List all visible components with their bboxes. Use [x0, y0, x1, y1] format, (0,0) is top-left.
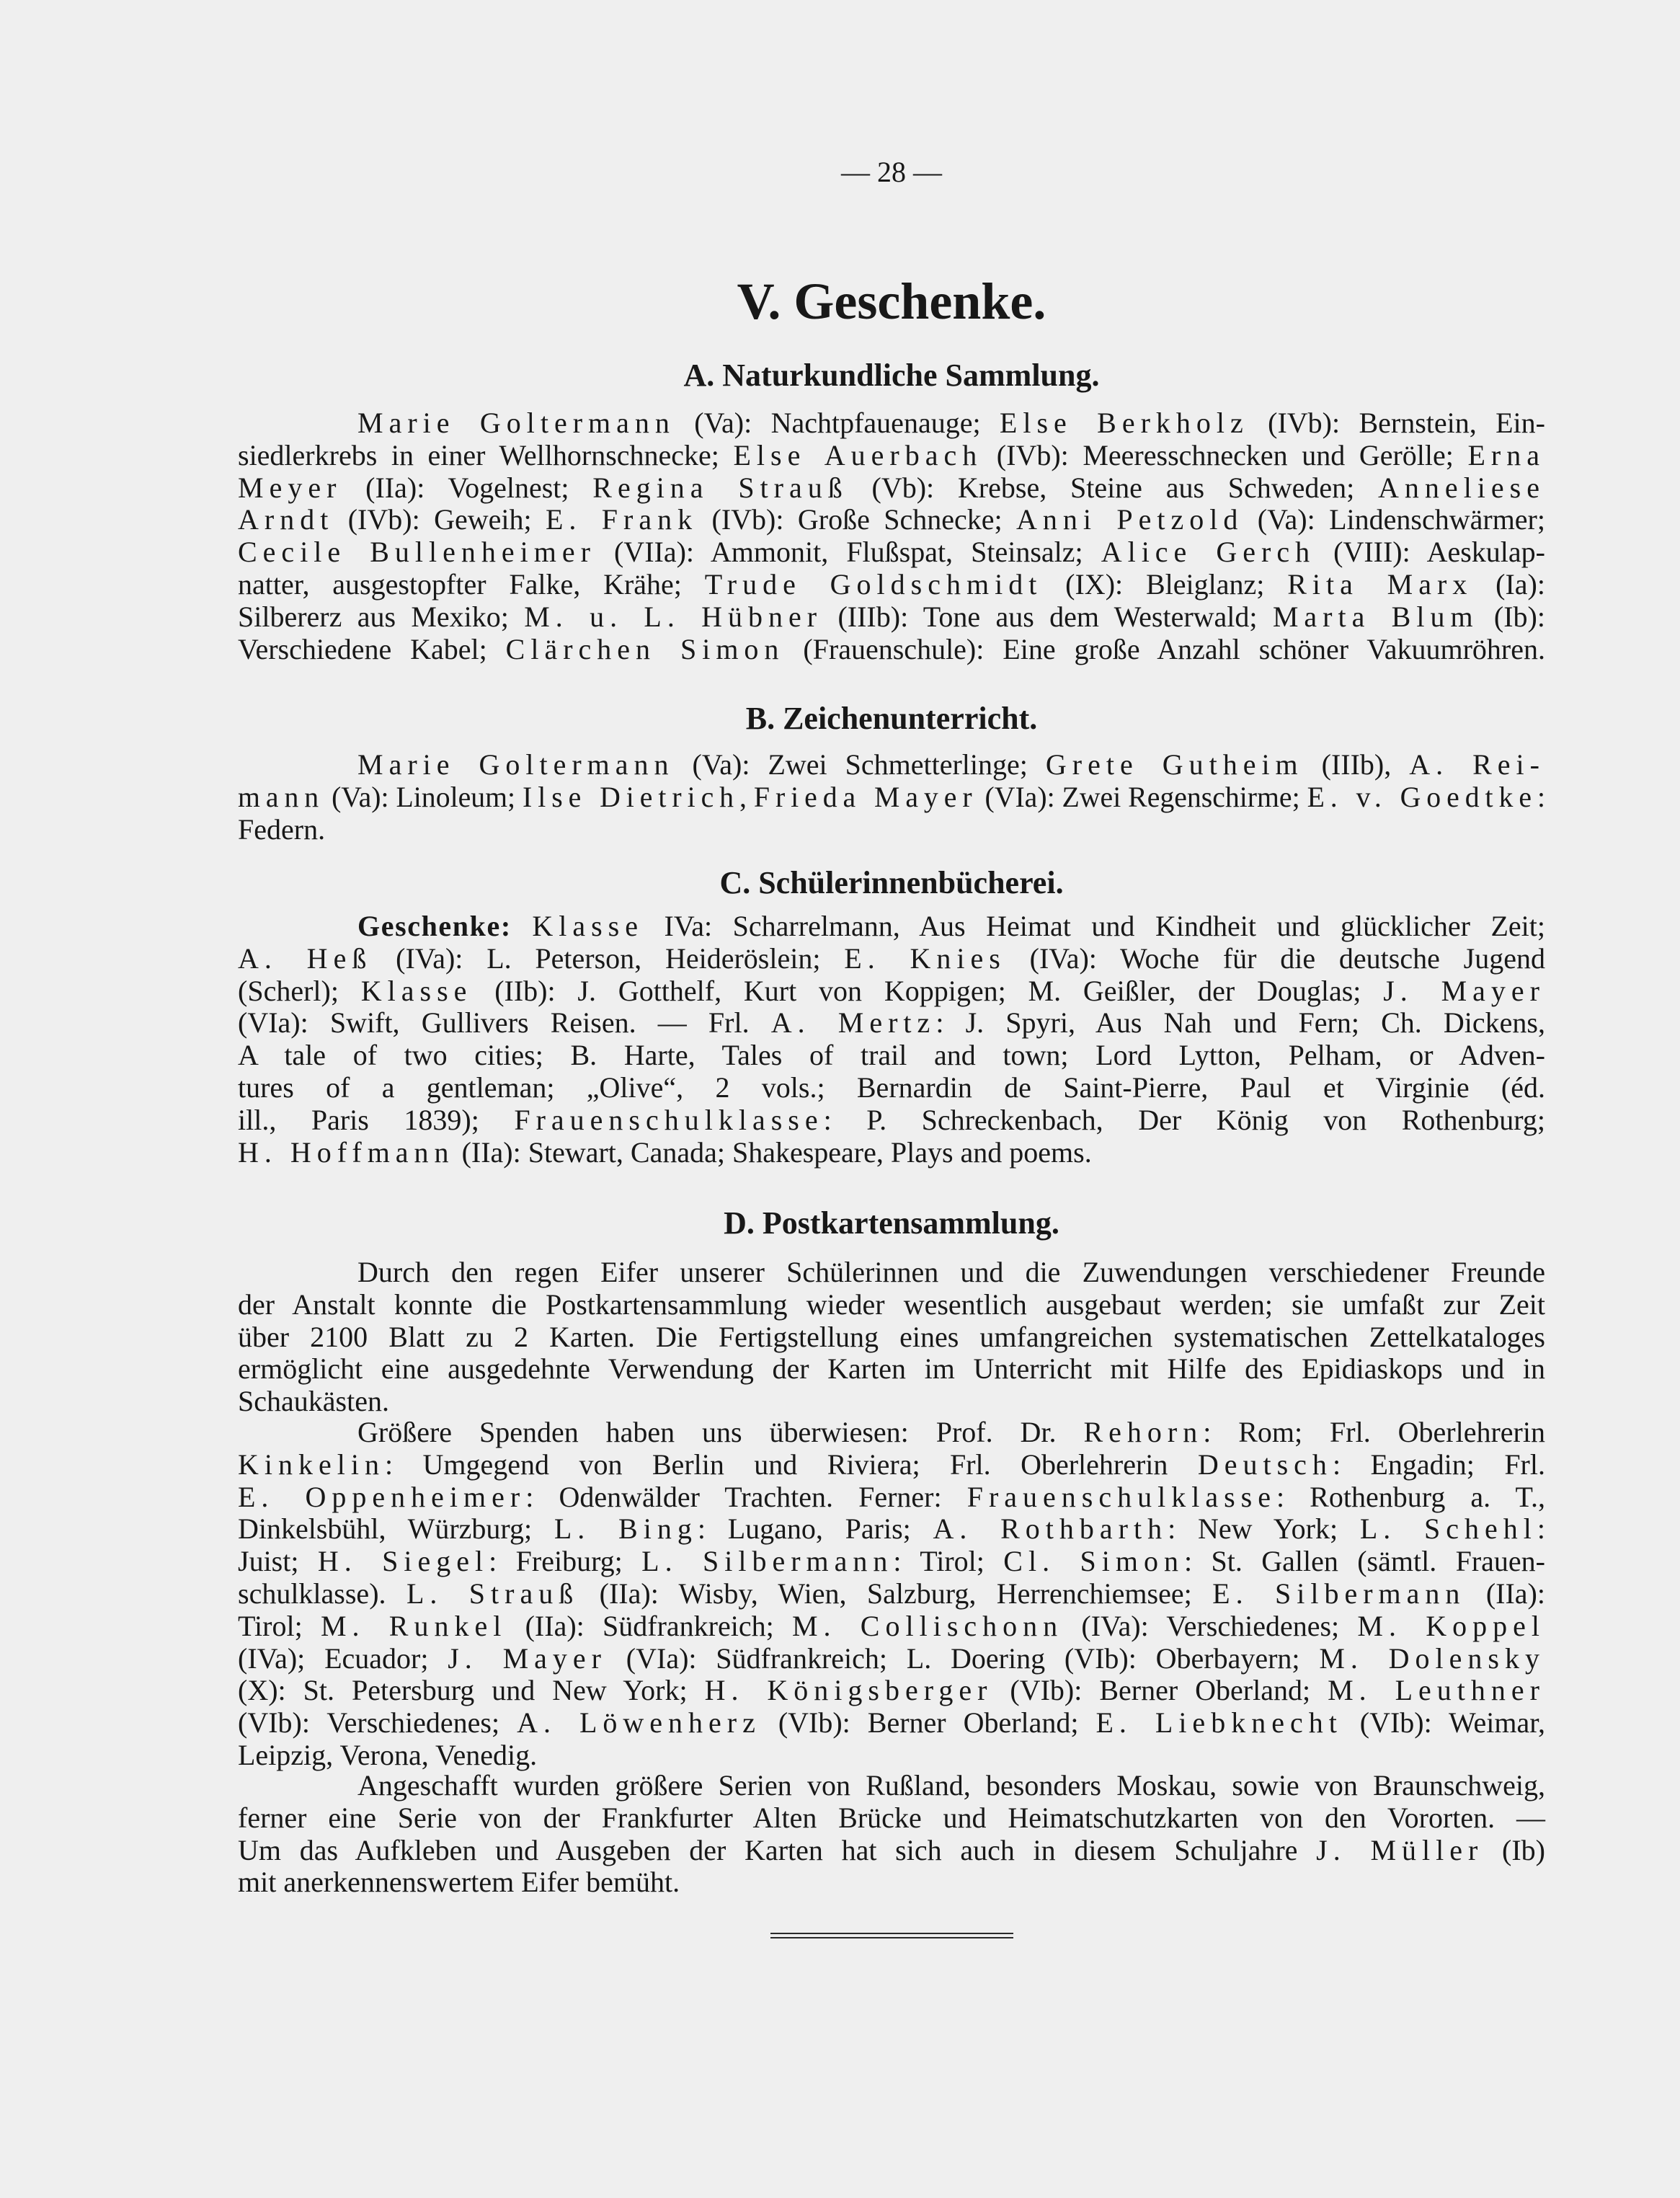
spaced-text: Marie Goltermann — [357, 748, 675, 781]
spaced-text: Else Berkholz — [999, 407, 1249, 439]
text-run: : Tirol; — [893, 1545, 1004, 1578]
spaced-text: A. Löwenherz — [517, 1706, 761, 1740]
spaced-text: Marie Goltermann — [357, 407, 675, 439]
spaced-text: Cl. Simon — [1003, 1545, 1184, 1578]
text-run: (VIb): Verschiedenes; — [238, 1706, 517, 1740]
line-content — [357, 1257, 1545, 1289]
line-content — [357, 407, 1545, 440]
spaced-text: E. Knies — [844, 941, 1006, 975]
spaced-text: Deutsch — [1197, 1448, 1333, 1481]
spaced-text: Klasse — [532, 910, 644, 942]
spaced-text: Marta Blum — [1272, 600, 1479, 633]
text-run: (IVb): Geweih; — [334, 503, 546, 536]
text-run: mit anerkennenswertem Eifer bemüht. — [238, 1866, 680, 1899]
line-content — [238, 504, 1545, 536]
line-content — [238, 1040, 1545, 1072]
spaced-text: M. Runkel — [320, 1609, 507, 1642]
text-run: (VIII): Aeskulap- — [1315, 536, 1545, 569]
text-run: der Anstalt konnte die Postkartensammlung wieder wesentlich ausgebaut werden; sie umfaßt zur Zeit — [238, 1288, 1545, 1321]
text-line — [357, 407, 1545, 440]
spaced-text: Erna — [1467, 438, 1545, 471]
text-run: : Lugano, Paris; — [697, 1512, 933, 1546]
text-run: (IIa): Südfrankreich; — [507, 1609, 792, 1642]
spaced-text: M. Dolensky — [1319, 1641, 1545, 1675]
text-run: (IIa): Wisby, Wien, Salzburg, Herrenchiemsee; — [579, 1577, 1213, 1610]
closing-rule — [770, 1933, 1013, 1934]
text-line — [238, 601, 1545, 634]
text-run: (IX): Bleiglanz; — [1042, 567, 1288, 601]
text-run: , — [739, 780, 754, 813]
line-content — [238, 1707, 1545, 1740]
spaced-text: Trude Goldschmidt — [704, 567, 1043, 601]
spaced-text: A. Mertz — [770, 1006, 936, 1040]
spaced-text: E. Liebknecht — [1095, 1706, 1343, 1740]
text-line — [357, 1257, 1545, 1289]
text-run: : P. Schreckenbach, Der König von Rothenburg; — [823, 1103, 1545, 1136]
text-run — [512, 910, 533, 942]
line-content — [238, 1353, 1545, 1386]
text-run: : Engadin; Frl. — [1332, 1448, 1545, 1481]
text-line — [238, 1513, 1545, 1546]
spaced-text: L. Silbermann — [641, 1545, 894, 1578]
spaced-text: mann — [238, 780, 325, 813]
spaced-text: Anneliese — [1378, 471, 1545, 504]
text-run: (Frauenschule): Eine große Anzahl schöner Vakuumröhren. — [784, 632, 1545, 665]
spaced-text: Kinkelin — [238, 1448, 385, 1481]
line-content — [238, 1137, 1092, 1169]
spaced-text: L. Bing — [554, 1512, 698, 1546]
spaced-text: Rehorn — [1083, 1416, 1204, 1448]
line-content — [238, 1386, 389, 1418]
text-line — [357, 910, 1545, 943]
line-content — [238, 1289, 1545, 1321]
text-line — [238, 1040, 1545, 1072]
line-content — [238, 569, 1545, 601]
text-run: (VIb): Berner Oberland; — [760, 1706, 1096, 1740]
text-run: (VIb): Berner Oberland; — [992, 1674, 1328, 1707]
line-content — [238, 1546, 1545, 1578]
text-run: Leipzig, Verona, Venedig. — [238, 1738, 538, 1771]
text-run: (IIb): J. Gotthelf, Kurt von Koppigen; M. Geißler, der Douglas; — [472, 974, 1384, 1007]
paragraph-naturkundliche-sammlung — [238, 407, 1545, 665]
text-run: natter, ausgestopfter Falke, Krähe; — [238, 567, 705, 601]
spaced-text: Ilse Dietrich — [523, 780, 740, 813]
line-content — [238, 1610, 1545, 1643]
text-run: (VIa): Swift, Gullivers Reisen. — Frl. — [238, 1006, 771, 1040]
line-content — [238, 1513, 1545, 1546]
text-run: (IVa): Woche für die deutsche Jugend — [1005, 941, 1545, 975]
text-run: (IVa): Verschiedenes; — [1063, 1609, 1358, 1642]
text-run: (Ia): — [1472, 567, 1545, 601]
text-line — [238, 634, 1545, 666]
paragraph-schuelerinnenbuecherei — [238, 910, 1545, 1169]
text-run: Durch den regen Eifer unserer Schülerinnen und die Zuwendungen verschiedener Freunde — [357, 1256, 1545, 1288]
text-run: (VIIa): Ammonit, Flußspat, Steinsalz; — [595, 536, 1101, 569]
spaced-text: Rita Marx — [1287, 567, 1473, 601]
line-content — [238, 1802, 1545, 1835]
text-line — [238, 1866, 1545, 1899]
text-line — [238, 1481, 1545, 1514]
paragraph-postkarten-spenden — [238, 1417, 1545, 1772]
spaced-text: E. Silbermann — [1212, 1577, 1466, 1610]
text-run: (IVa): L. Peterson, Heideröslein; — [372, 941, 845, 975]
page-title: V. Geschenke. — [737, 272, 1046, 330]
text-line — [357, 1417, 1545, 1449]
text-line — [357, 1770, 1545, 1802]
spaced-text: L. Schehl — [1359, 1512, 1537, 1546]
text-line — [238, 1707, 1545, 1740]
text-run: siedlerkrebs in einer Wellhornschnecke; — [238, 438, 734, 471]
text-run: (IVb): Große Schnecke; — [698, 503, 1016, 536]
text-run: (Ib): — [1478, 600, 1545, 633]
line-content — [238, 472, 1545, 505]
paragraph-postkarten-angeschafft — [238, 1770, 1545, 1899]
line-content — [238, 781, 1545, 814]
section-heading-schuelerinnenbuecherei: C. Schülerinnenbücherei. — [719, 865, 1064, 900]
text-run: (Va): Linoleum; — [324, 780, 523, 813]
text-run: (VIb): Weimar, — [1342, 1706, 1545, 1740]
text-line — [238, 1386, 1545, 1418]
text-line — [238, 1835, 1545, 1867]
spaced-text: Frauenschulklasse — [514, 1103, 824, 1136]
text-run: (IVb): Bernstein, Ein- — [1248, 407, 1545, 439]
text-run: (IVa); Ecuador; — [238, 1641, 448, 1675]
text-run: (X): St. Petersburg und New York; — [238, 1674, 705, 1707]
spaced-text: J. Mayer — [1383, 974, 1545, 1007]
spaced-text: M. Collischonn — [791, 1609, 1064, 1642]
line-content — [238, 814, 325, 846]
text-run: (Vb): Krebse, Steine aus Schweden; — [848, 471, 1379, 504]
text-line — [238, 1610, 1545, 1643]
spaced-text: H. Siegel — [317, 1545, 489, 1578]
line-content — [238, 1866, 680, 1899]
spaced-text: Meyer — [238, 471, 342, 504]
line-content — [357, 910, 1545, 943]
line-content — [238, 943, 1545, 975]
text-line — [238, 1007, 1545, 1040]
spaced-text: H. Königsberger — [704, 1674, 993, 1707]
text-line — [238, 440, 1545, 472]
text-line — [238, 1546, 1545, 1578]
spaced-text: L. Strauß — [406, 1577, 579, 1610]
text-run: : — [1537, 1512, 1545, 1546]
text-run: A tale of two cities; B. Harte, Tales of trail and town; Lord Lytton, Pelham, or Adven- — [238, 1039, 1545, 1072]
spaced-text: E. v. Goedtke — [1307, 780, 1537, 813]
text-line — [357, 749, 1545, 781]
text-run: tures of a gentleman; „Olive“, 2 vols.; Bernardin de Saint-Pierre, Paul et Virginie (éd. — [238, 1071, 1545, 1104]
text-run: Silbererz aus Mexiko; — [238, 600, 525, 633]
text-run: (IIIb): Tone aus dem Westerwald; — [822, 600, 1273, 633]
text-run: : Umgegend von Berlin und Riviera; Frl. Oberlehrerin — [384, 1448, 1198, 1481]
text-run: ermöglicht eine ausgedehnte Verwendung der Karten im Unterricht mit Hilfe des Epidiaskops und in — [238, 1352, 1545, 1386]
text-run: : New York; — [1168, 1512, 1360, 1546]
paragraph-zeichenunterricht — [238, 749, 1545, 846]
spaced-text: Anni Petzold — [1015, 503, 1244, 536]
spaced-text: A. Rothbarth — [933, 1512, 1168, 1546]
text-run: ferner eine Serie von der Frankfurter Alten Brücke und Heimatschutzkarten von den Vororten. — — [238, 1801, 1545, 1834]
section-heading-zeichenunterricht: B. Zeichenunterricht. — [745, 701, 1038, 736]
spaced-text: Else Auerbach — [733, 438, 983, 471]
text-line — [238, 1802, 1545, 1835]
text-run: Tirol; — [238, 1609, 321, 1642]
line-content — [238, 1675, 1545, 1707]
text-run: Größere Spenden haben uns überwiesen: Prof. Dr. — [357, 1416, 1084, 1448]
text-run: (VIa): Südfrankreich; L. Doering (VIb): Oberbayern; — [607, 1641, 1320, 1675]
text-run: Juist; — [238, 1545, 318, 1578]
text-line — [238, 1137, 1545, 1169]
spaced-text: J. Mayer — [448, 1641, 608, 1675]
text-run: Schaukästen. — [238, 1385, 389, 1418]
text-run: : Odenwälder Trachten. Ferner: — [525, 1480, 967, 1513]
line-content — [357, 1417, 1545, 1449]
text-run: : Rothenburg a. T., — [1276, 1480, 1545, 1513]
line-content — [238, 440, 1545, 472]
spaced-text: Klasse — [360, 974, 473, 1007]
text-run: (IIIb), — [1303, 748, 1410, 781]
text-run: Federn. — [238, 812, 326, 846]
text-line — [238, 1104, 1545, 1137]
text-run: (Va): Nachtpfauenauge; — [675, 407, 1000, 439]
spaced-text: A. Rei- — [1409, 748, 1545, 781]
line-content — [238, 1321, 1545, 1354]
section-heading-naturkundliche-sammlung: A. Naturkundliche Sammlung. — [683, 358, 1100, 393]
line-content — [357, 749, 1545, 781]
line-content — [238, 536, 1545, 569]
spaced-text: Cecile Bullenheimer — [238, 536, 596, 569]
text-line — [238, 1289, 1545, 1321]
text-line — [238, 536, 1545, 569]
line-content — [238, 1481, 1545, 1514]
text-line — [238, 781, 1545, 814]
line-content — [238, 1007, 1545, 1040]
spaced-text: M. u. L. Hübner — [524, 600, 823, 633]
line-content — [238, 1449, 1545, 1481]
text-line — [238, 504, 1545, 536]
spaced-text: Regina Strauß — [592, 471, 848, 504]
line-content — [238, 1643, 1545, 1675]
spaced-text: Grete Gutheim — [1045, 748, 1304, 781]
closing-rule — [770, 1937, 1013, 1938]
text-run: : Rom; Frl. Oberlehrerin — [1203, 1416, 1545, 1448]
spaced-text: A. Heß — [238, 941, 373, 975]
text-run: : J. Spyri, Aus Nah und Fern; Ch. Dickens, — [935, 1006, 1545, 1040]
text-line — [238, 472, 1545, 505]
text-run: (VIa): Zwei Regenschirme; — [977, 780, 1307, 813]
text-line — [238, 975, 1545, 1008]
text-line — [238, 1449, 1545, 1481]
text-line — [238, 1675, 1545, 1707]
text-line — [238, 1072, 1545, 1104]
line-content — [238, 1835, 1545, 1867]
text-line — [238, 1740, 1545, 1772]
line-content — [238, 975, 1545, 1008]
text-run: (Va): Lindenschwärmer; — [1243, 503, 1545, 536]
text-run: (IIa): — [1465, 1577, 1545, 1610]
text-line — [238, 814, 1545, 846]
spaced-text: Clärchen Simon — [505, 632, 785, 665]
spaced-text: M. Leuthner — [1328, 1674, 1545, 1707]
text-run: schulklasse). — [238, 1577, 406, 1610]
text-line — [238, 569, 1545, 601]
spaced-text: Alice Gerch — [1101, 536, 1316, 569]
text-run: über 2100 Blatt zu 2 Karten. Die Fertigstellung eines umfangreichen systematischen Zettelkataloges — [238, 1320, 1545, 1353]
text-run: (Va): Zwei Schmetterlinge; — [674, 748, 1046, 781]
spaced-text: E. Oppenheimer — [238, 1480, 526, 1513]
paragraph-postkarten-intro — [238, 1257, 1545, 1418]
line-content — [238, 601, 1545, 634]
line-content — [238, 1072, 1545, 1104]
text-run: Um das Aufkleben und Ausgeben der Karten hat sich auch in diesem Schuljahre — [238, 1833, 1317, 1866]
spaced-text: E. Frank — [545, 503, 698, 536]
text-run: Angeschafft wurden größere Serien von Rußland, besonders Moskau, sowie von Braunschweig, — [357, 1769, 1545, 1802]
text-line — [238, 1353, 1545, 1386]
text-line — [238, 1321, 1545, 1354]
spaced-text: Frieda Mayer — [753, 780, 978, 813]
spaced-text: M. Koppel — [1357, 1609, 1545, 1642]
text-run: (Scherl); — [238, 974, 361, 1007]
text-run: (IIa): Vogelnest; — [342, 471, 593, 504]
text-run: (IVb): Meeresschnecken und Gerölle; — [982, 438, 1468, 471]
text-run: (IIa): Stewart, Canada; Shakespeare, Plays and poems. — [454, 1135, 1092, 1169]
line-content — [357, 1770, 1545, 1802]
line-content — [238, 1578, 1545, 1610]
text-line — [238, 943, 1545, 975]
text-run: : St. Gallen (sämtl. Frauen- — [1183, 1545, 1545, 1578]
bold-label: Geschenke: — [357, 910, 512, 942]
line-content — [238, 634, 1545, 666]
text-run: : — [1537, 780, 1545, 813]
spaced-text: H. Hoffmann — [238, 1135, 455, 1169]
spaced-text: J. Müller — [1316, 1833, 1484, 1866]
spaced-text: Arndt — [238, 503, 334, 536]
line-content — [238, 1104, 1545, 1137]
spaced-text: Frauenschulklasse — [966, 1480, 1276, 1513]
text-line — [238, 1578, 1545, 1610]
text-run: Verschiedene Kabel; — [238, 632, 506, 665]
text-run: ill., Paris 1839); — [238, 1103, 515, 1136]
text-run: : Freiburg; — [489, 1545, 642, 1578]
text-line — [238, 1643, 1545, 1675]
page-number: — 28 — — [841, 156, 942, 188]
line-content — [238, 1740, 537, 1772]
text-run: (Ib) — [1483, 1833, 1545, 1866]
text-run: Dinkelsbühl, Würzburg; — [238, 1512, 554, 1546]
text-run: IVa: Scharrelmann, Aus Heimat und Kindheit und glücklicher Zeit; — [643, 910, 1545, 942]
section-heading-postkartensammlung: D. Postkartensammlung. — [724, 1205, 1059, 1241]
